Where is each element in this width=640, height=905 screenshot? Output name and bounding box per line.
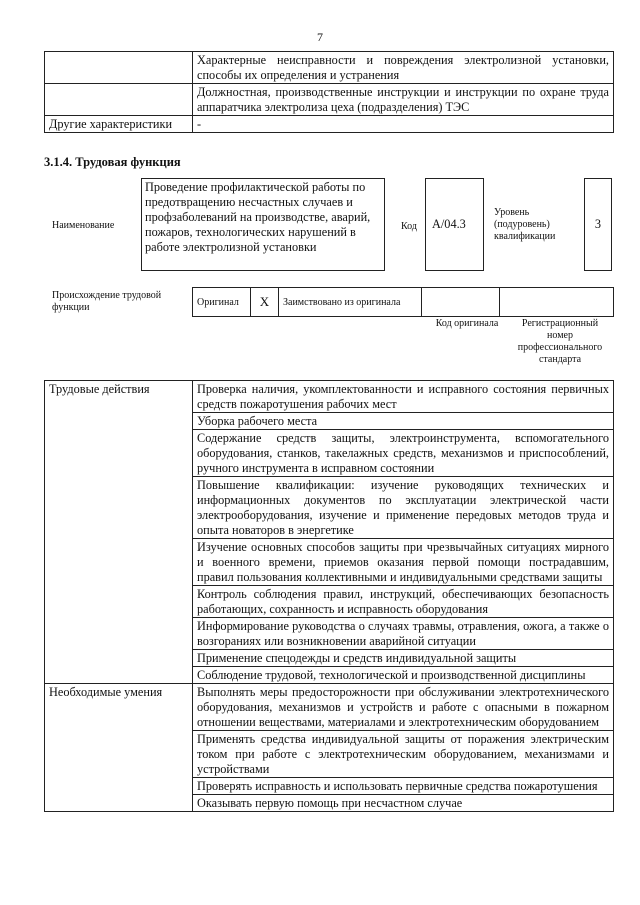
level-box: 3: [584, 178, 612, 271]
name-label: Наименование: [52, 220, 115, 231]
top-row-label: Другие характеристики: [45, 116, 193, 133]
list-item: Проверять исправность и использовать первичные средства пожаротушения: [193, 778, 614, 795]
list-item: Содержание средств защиты, электроинструмента, вспомогательного оборудования, станков, такелажных средств, механизмов и приспособлений, ручного инструмента в исправном состоянии: [193, 430, 614, 477]
list-item: Повышение квалификации: изучение руководящих технических и информационных документов по эксплуатации электрической части электрооборудования, изучение и применение передовых методов труда и опыта новаторов в энергетике: [193, 477, 614, 539]
top-row-value: Характерные неисправности и повреждения электролизной установки, способы их определения и устранения: [193, 52, 614, 84]
top-table: [44, 51, 614, 133]
table-row: [45, 52, 614, 84]
original-mark: X: [251, 288, 279, 317]
main-table: [44, 380, 614, 812]
list-item: Соблюдение трудовой, технологической и производственной дисциплины: [193, 667, 614, 684]
list-item: Проверка наличия, укомплектованности и исправного состояния первичных средств пожаротушения рабочих мест: [193, 381, 614, 413]
list-item: Оказывать первую помощь при несчастном случае: [193, 795, 614, 812]
code-box: A/04.3: [425, 178, 484, 271]
table-row: [45, 381, 614, 413]
list-item: Уборка рабочего места: [193, 413, 614, 430]
top-row-value: -: [193, 116, 614, 133]
borrowed-label: Заимствовано из оригинала: [279, 288, 422, 317]
reg-number-caption: Регистрационный номер профессионального стандарта: [517, 318, 603, 365]
section-title: 3.1.4. Трудовая функция: [44, 155, 181, 169]
code-label: Код: [401, 221, 417, 232]
reg-number-cell: [500, 288, 614, 317]
list-item: Контроль соблюдения правил, инструкций, обеспечивающих безопасность работающих, сохранность и исправность оборудования: [193, 586, 614, 618]
table-row: [45, 684, 614, 731]
list-item: Изучение основных способов защиты при чрезвычайных ситуациях мирного и военного времени, приемов оказания первой помощи пострадавшим, правил пользования коллективными и индивидуальными средствами защиты: [193, 539, 614, 586]
list-item: Применение спецодежды и средств индивидуальной защиты: [193, 650, 614, 667]
page-number: 7: [317, 30, 323, 44]
original-code-cell: [422, 288, 500, 317]
list-item: Выполнять меры предосторожности при обслуживании электротехнического оборудования, механизмов и устройств и работе с опасными в пожарном отношении веществами, материалами и электротехническим оборудованием: [193, 684, 614, 731]
original-label: Оригинал: [193, 288, 251, 317]
level-label: Уровень (подуровень) квалификации: [494, 207, 556, 242]
list-item: Применять средства индивидуальной защиты от поражения электрическим током при работе с электротехническим оборудованием, механизмами и устройствами: [193, 731, 614, 778]
labor-actions-label: Трудовые действия: [45, 381, 193, 684]
top-row-label: [45, 84, 193, 116]
table-row: [45, 116, 614, 133]
original-code-caption: Код оригинала: [435, 318, 499, 329]
table-row: [45, 84, 614, 116]
required-skills-label: Необходимые умения: [45, 684, 193, 812]
origin-label: Происхождение трудовой функции: [52, 290, 162, 313]
top-row-value: Должностная, производственные инструкции и инструкции по охране труда аппаратчика электролиза цеха (подразделения) ТЭС: [193, 84, 614, 116]
origin-table: [192, 287, 614, 317]
function-name-box: Проведение профилактической работы по предотвращению несчастных случаев и профзаболеваний на производстве, аварий, пожаров, технологических нарушений в работе электролизной установки: [141, 178, 385, 271]
top-row-label: [45, 52, 193, 84]
list-item: Информирование руководства о случаях травмы, отравления, ожога, а также о возгораниях или возникновении аварийной ситуации: [193, 618, 614, 650]
